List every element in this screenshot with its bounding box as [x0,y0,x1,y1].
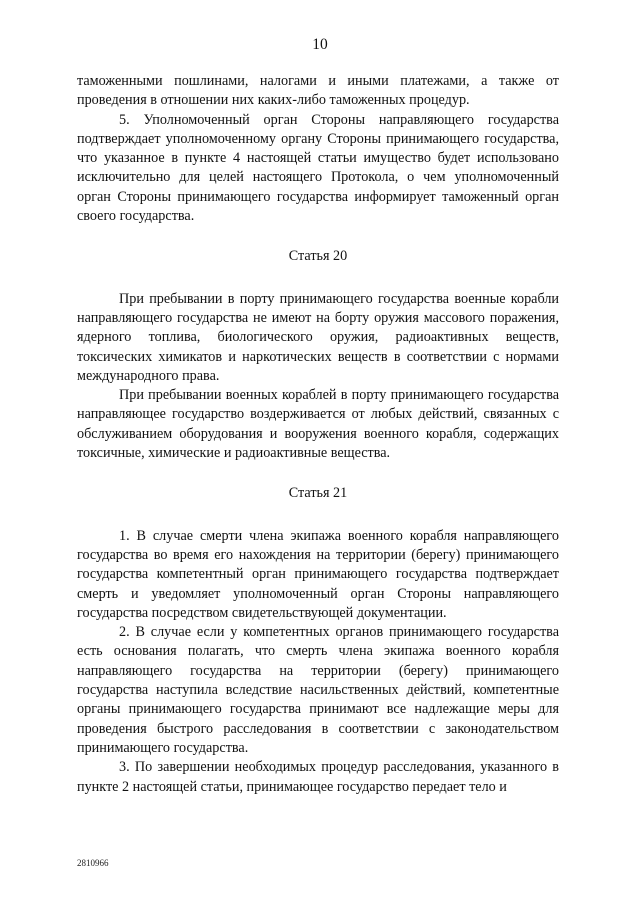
document-body [77,72,559,797]
article-20-paragraph: При пребывании в порту принимающего государства военные корабли направляющего государства не имеют на борту оружия массового поражения, ядерного топлива, биологического оружия, радиоактивных веществ, токсических химикатов и наркотических веществ в соответствии с нормами международного права. [77,290,559,384]
article-21-paragraph: 3. По завершении необходимых процедур расследования, указанного в пункте 2 настоящей статьи, принимающее государство передает тело и [77,759,559,795]
article-21-paragraph: 1. В случае смерти члена экипажа военного корабля направляющего государства во время его нахождения на территории (берегу) принимающего государства компетентный орган принимающего государства подтверждает смерть и уведомляет уполномоченный орган Стороны направляющего государства посредством свидетельствующей документации. [77,527,559,621]
paragraph-continued: таможенными пошлинами, налогами и иными платежами, а также от проведения в отношении них каких-либо таможенных процедур. [77,73,559,109]
paragraph-item-5: 5. Уполномоченный орган Стороны направляющего государства подтверждает уполномоченному органу Стороны принимающего государства, что указанное в пункте 4 настоящей статьи имущество будет использовано исключительно для целей настоящего Протокола, о чем уполномоченный орган Стороны принимающего государства информирует таможенный орган своего государства. [77,111,559,225]
article-20-paragraph: При пребывании военных кораблей в порту принимающего государства направляющее государство воздерживается от любых действий, связанных с обслуживанием оборудования и вооружения военного корабля, содержащих токсичные, химические и радиоактивные вещества. [77,387,559,462]
article-21-paragraph: 2. В случае если у компетентных органов принимающего государства есть основания полагать, что смерть члена экипажа военного корабля направляющего государства на территории (берегу) принимающего государства наступила вследствие насильственных действий, компетентные органы принимающего государства принимают все надлежащие меры для проведения быстрого расследования в соответствии с законодательством принимающего государства. [77,624,559,756]
article-21-heading: Статья 21 [288,485,348,502]
article-20-heading: Статья 20 [288,248,348,265]
document-code: 2810966 [77,858,109,868]
page-number: 10 [312,36,328,53]
